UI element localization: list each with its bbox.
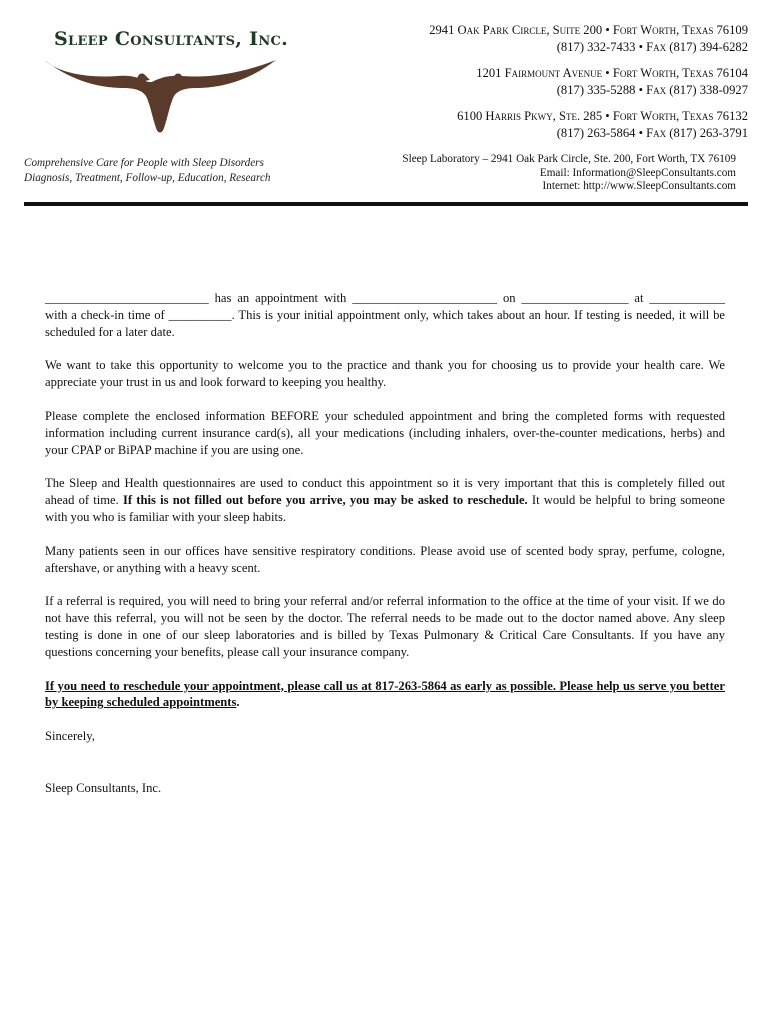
welcome-paragraph: We want to take this opportunity to welcome you to the practice and thank you for choosing us to provide your health care. We appreciate your trust in us and look forward to keeping you healthy. (45, 358, 725, 390)
internet-line: Internet: http://www.SleepConsultants.com (542, 180, 736, 192)
signature: Sleep Consultants, Inc. (45, 780, 162, 795)
reschedule-paragraph (45, 678, 725, 712)
longhorn-icon (40, 32, 280, 142)
questionnaire-text: The Sleep and Health questionnaires are used to conduct this appointment so it is very important that this is completely filled out ahead of time. (45, 476, 725, 508)
questionnaire-paragraph (45, 475, 725, 525)
office-street: 2941 Oak Park Circle, Suite 200 • Fort Worth, Texas 76109 (429, 23, 748, 37)
appointment-paragraph: __________________________ has an appointment with _______________________ on _________________ at ____________ with a check-in time of __________. This is your initial appointment only, which takes about an hour. If testing is needed, it will be scheduled for a later date. (45, 291, 725, 339)
tagline-line-2: Diagnosis, Treatment, Follow-up, Education, Research (24, 171, 271, 184)
office-block-3 (429, 108, 748, 141)
office-block-1 (429, 22, 748, 55)
lab-contact (402, 153, 736, 194)
company-logo (40, 18, 289, 50)
scent-paragraph: Many patients seen in our offices have sensitive respiratory conditions. Please avoid use of scented body spray, perfume, cologne, aftershave, or anything with a heavy scent. (45, 543, 725, 575)
forms-paragraph: Please complete the enclosed information BEFORE your scheduled appointment and bring the completed forms with requested information including current insurance card(s), all your medications (including inhalers, over-the-counter medications, herbs) and your CPAP or BiPAP machine if you are using one. (45, 408, 725, 457)
email-line: Email: Information@SleepConsultants.com (539, 166, 736, 179)
header-divider (24, 202, 748, 206)
tagline-line-1: Comprehensive Care for People with Sleep Disorders (24, 157, 264, 169)
reschedule-period: . (236, 695, 240, 710)
questionnaire-text-end: It would be helpful to bring someone with you who is familiar with your sleep habits. (45, 493, 726, 524)
reschedule-warning: If this is not filled out before you arrive, you may be asked to reschedule. (123, 493, 528, 508)
reschedule-notice: If you need to reschedule your appointment, please call us at 817-263-5864 as early as possible. Please help us serve you better by keeping scheduled appointments (45, 678, 725, 710)
office-phone: (817) 263-5864 • Fax (817) 263-3791 (556, 125, 748, 140)
letter-body (45, 290, 725, 814)
company-name: Sleep Consultants, Inc. (54, 28, 289, 50)
closing: Sincerely, (45, 729, 95, 744)
tagline (24, 156, 324, 185)
office-street: 1201 Fairmount Avenue • Fort Worth, Texas 76104 (476, 66, 748, 80)
office-block-2 (429, 65, 748, 98)
office-addresses (429, 22, 748, 151)
office-street: 6100 Harris Pkwy, Ste. 285 • Fort Worth, Texas 76132 (457, 109, 748, 123)
referral-paragraph: If a referral is required, you will need to bring your referral and/or referral information to the office at the time of your visit. If we do not have this referral, you will not be seen by the doctor. The referral needs to be made out to the doctor named above. Any sleep testing is done in one of our sleep laboratories and is billed by Texas Pulmonary & Critical Care Consultants. If you have any questions concerning your benefits, please call your insurance company. (45, 594, 725, 659)
lab-address: Sleep Laboratory – 2941 Oak Park Circle, Ste. 200, Fort Worth, TX 76109 (402, 153, 736, 165)
office-phone: (817) 332-7433 • Fax (817) 394-6282 (556, 39, 748, 54)
office-phone: (817) 335-5288 • Fax (817) 338-0927 (556, 82, 748, 97)
